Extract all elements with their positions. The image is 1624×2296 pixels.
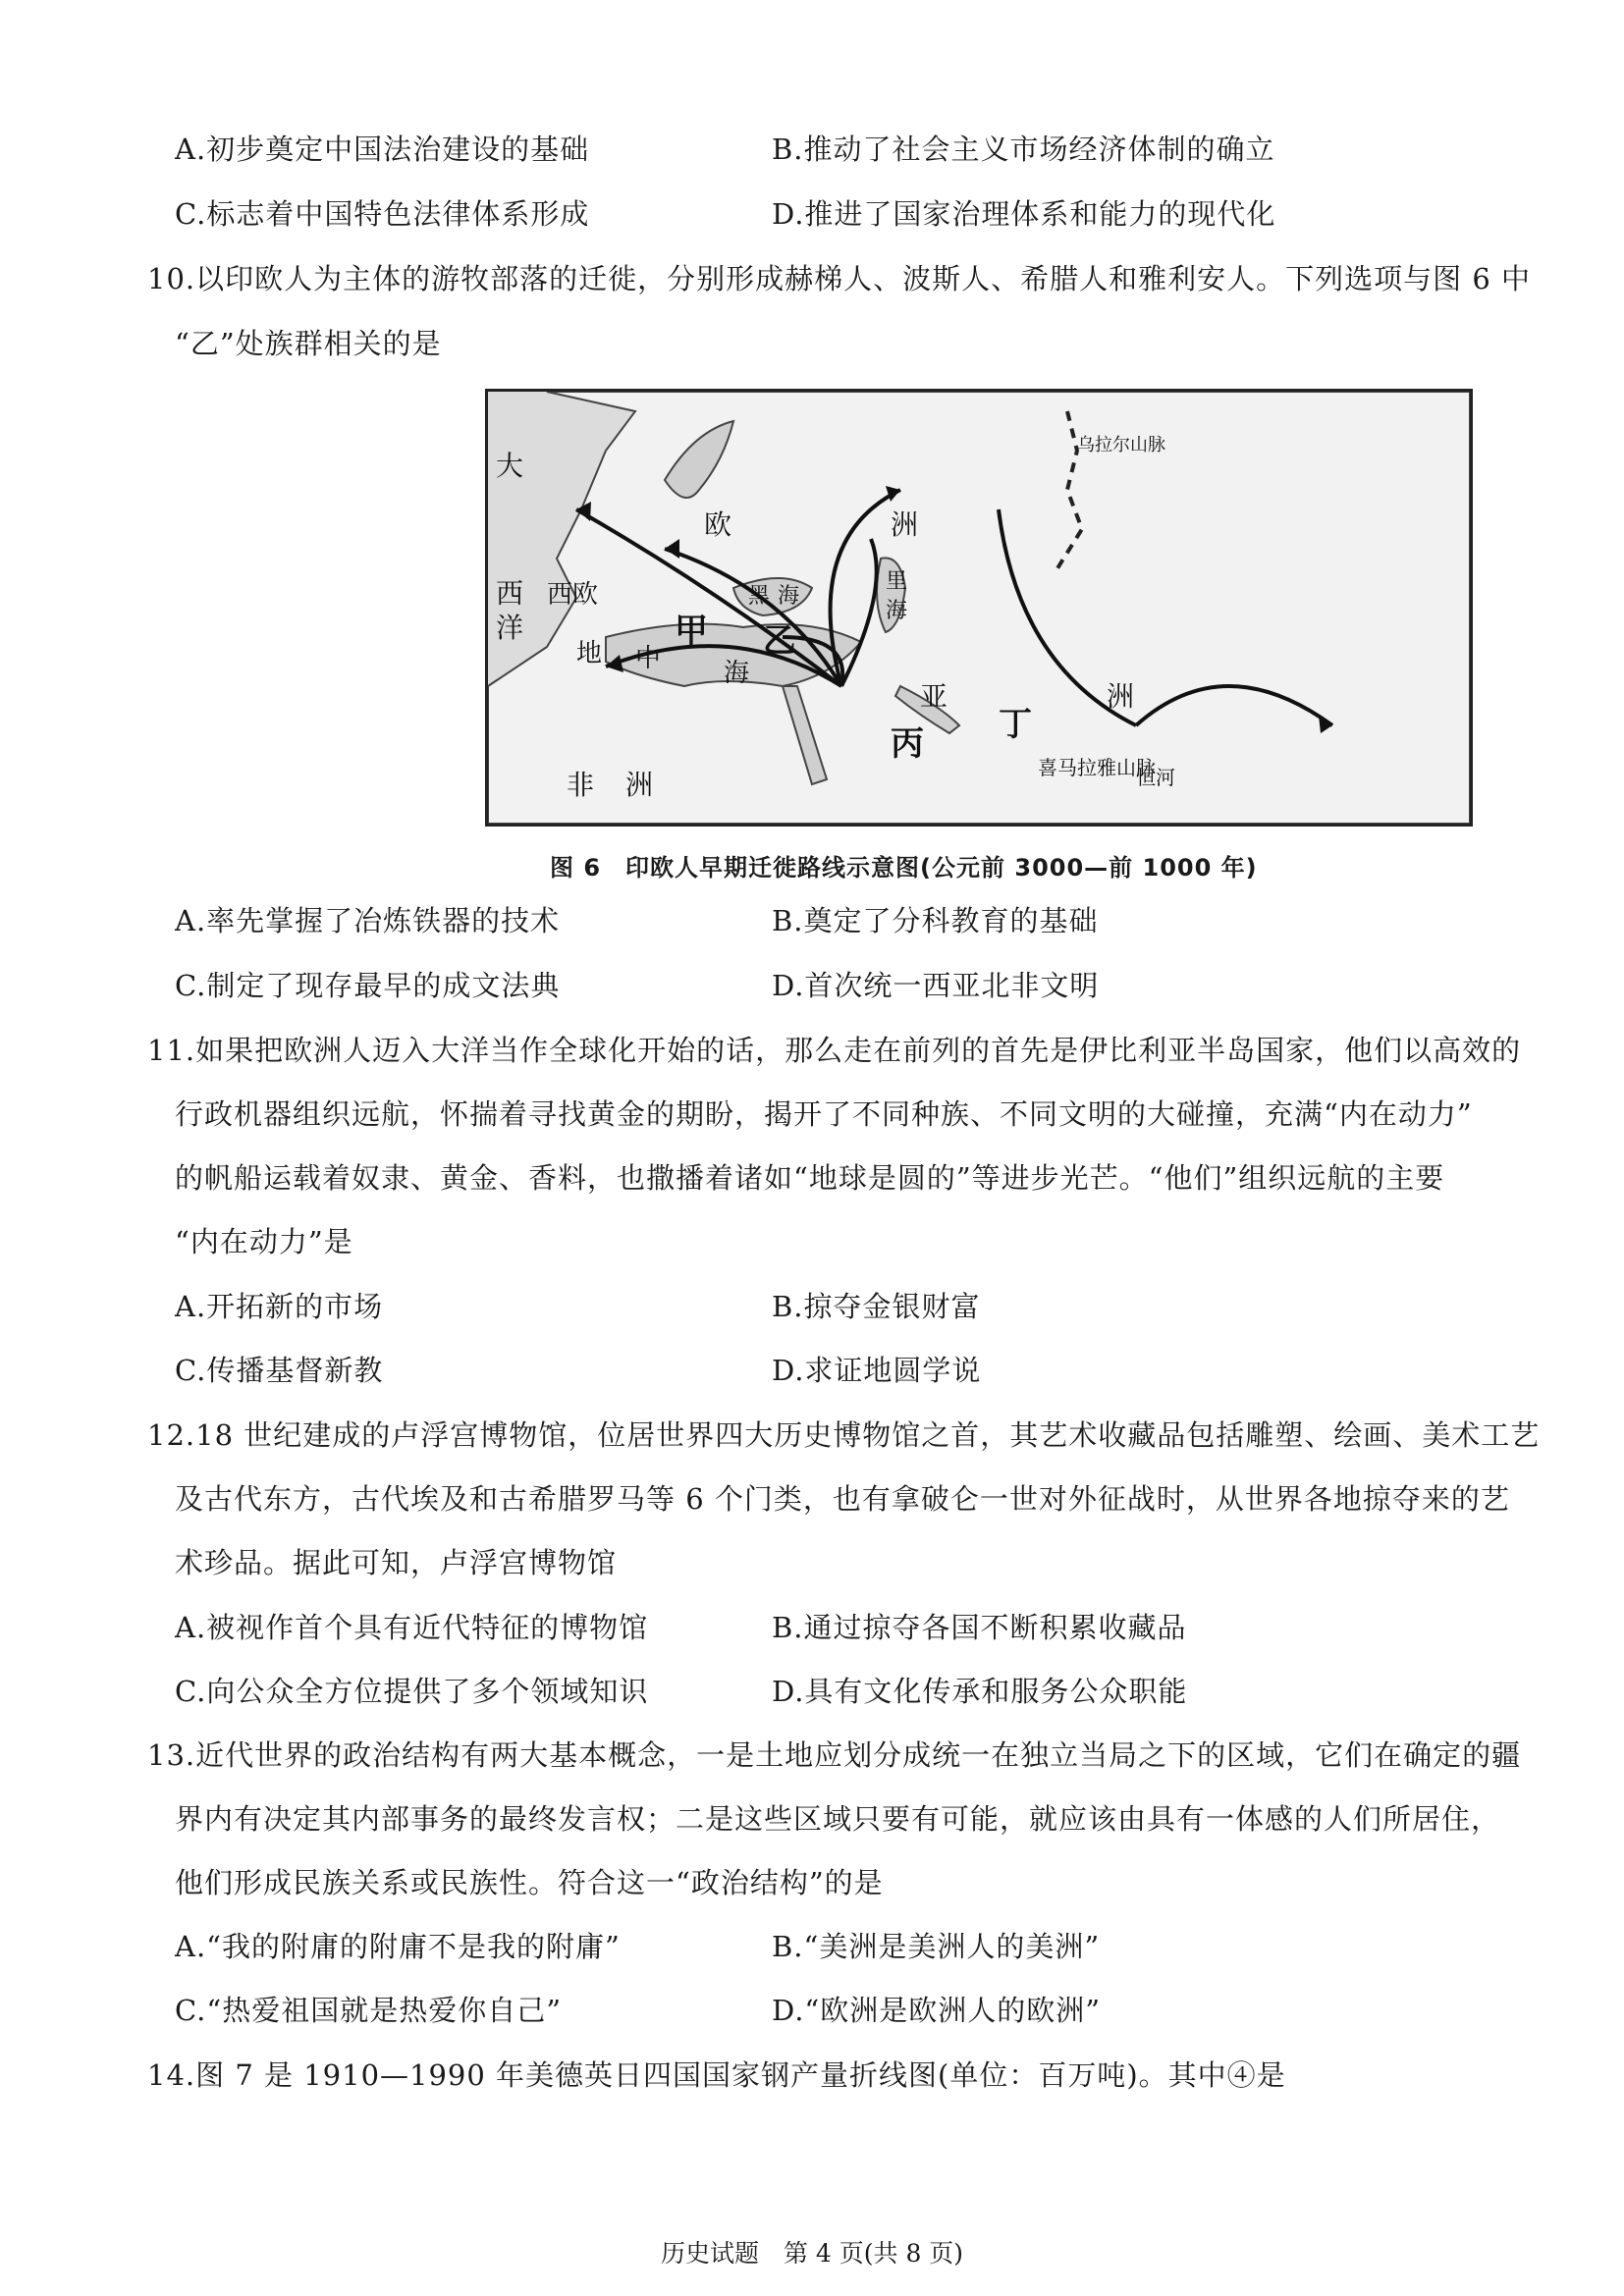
q9-option-d: D.推进了国家治理体系和能力的现代化 <box>772 197 1276 231</box>
migration-map-svg <box>488 392 1470 824</box>
q13-stem-line-3: 他们形成民族关系或民族性。符合这一“政治结构”的是 <box>175 1866 884 1899</box>
map-label: 海 <box>724 659 750 688</box>
q12-stem-line-2: 及古代东方，古代埃及和古希腊罗马等 6 个门类，也有拿破仑一世对外征战时，从世界各地掠夺来的艺 <box>175 1482 1510 1516</box>
q11-stem-line-2: 行政机器组织远航，怀揣着寻找黄金的期盼，揭开了不同种族、不同文明的大碰撞，充满“内在动力” <box>175 1097 1473 1131</box>
q13-option-d: D.“欧洲是欧洲人的欧洲” <box>772 1994 1102 2027</box>
map-caption: 图 6 印欧人早期迁徙路线示意图(公元前 3000—前 1000 年) <box>550 854 1258 881</box>
map-label: 中 <box>635 644 662 673</box>
q11-stem-line-1: 11.如果把欧洲人迈入大洋当作全球化开始的话，那么走在前列的首先是伊比利亚半岛国家，他们以高效的 <box>147 1034 1522 1067</box>
q11-stem-line-4: “内在动力”是 <box>175 1225 353 1258</box>
map-label: 欧 <box>704 508 732 541</box>
q12-stem-line-1: 12.18 世纪建成的卢浮宫博物馆，位居世界四大历史博物馆之首，其艺术收藏品包括雕塑、绘画、美术工艺 <box>147 1418 1541 1452</box>
map-label-jia: 甲 <box>675 612 708 651</box>
map-label: 洲 <box>625 769 654 801</box>
q13-option-a: A.“我的附庸的附庸不是我的附庸” <box>175 1930 621 1963</box>
map-label: 里 <box>886 569 908 594</box>
page-footer: 历史试题 第 4 页(共 8 页) <box>660 2239 964 2268</box>
map-label: 亚 <box>920 680 948 713</box>
map-label-ding: 丁 <box>999 705 1032 744</box>
map-label-yi: 乙 <box>763 621 796 661</box>
q11-option-b: B.掠夺金银财富 <box>772 1290 981 1323</box>
q12-option-b: B.通过掠夺各国不断积累收藏品 <box>772 1611 1187 1644</box>
migration-map <box>485 389 1473 827</box>
map-label: 非 <box>567 769 595 801</box>
land-mass <box>488 392 1470 824</box>
q10-option-c: C.制定了现存最早的成文法典 <box>175 969 561 1002</box>
map-label: 海 <box>886 599 908 623</box>
q9-option-b: B.推动了社会主义市场经济体制的确立 <box>772 133 1275 166</box>
q10-option-b: B.奠定了分科教育的基础 <box>772 904 1099 937</box>
q12-option-a: A.被视作首个具有近代特征的博物馆 <box>175 1611 649 1644</box>
map-label: 大 <box>496 450 524 482</box>
q14-stem-line-1: 14.图 7 是 1910—1990 年美德英日四国国家钢产量折线图(单位：百万吨)。其中④是 <box>147 2058 1286 2092</box>
q11-stem-line-3: 的帆船运载着奴隶、黄金、香料，也撒播着诸如“地球是圆的”等进步光芒。“他们”组织远航的主要 <box>175 1161 1445 1195</box>
map-label: 乌拉尔山脉 <box>1077 435 1165 455</box>
q11-option-d: D.求证地圆学说 <box>772 1354 982 1387</box>
q13-option-c: C.“热爱祖国就是热爱你自己” <box>175 1994 563 2027</box>
q11-option-a: A.开拓新的市场 <box>175 1290 384 1323</box>
map-label: 地 <box>576 639 603 668</box>
map-label-bing: 丙 <box>891 724 924 764</box>
q10-option-d: D.首次统一西亚北非文明 <box>772 969 1100 1002</box>
map-label: 喜马拉雅山脉 <box>1038 756 1156 779</box>
map-label: 西 <box>496 577 524 610</box>
q12-option-d: D.具有文化传承和服务公众职能 <box>772 1675 1188 1708</box>
q12-stem-line-3: 术珍品。据此可知，卢浮宫博物馆 <box>175 1546 618 1579</box>
map-label: 洲 <box>1107 680 1135 713</box>
map-label: 洋 <box>496 612 524 644</box>
q10-stem-line-1: 10.以印欧人为主体的游牧部落的迁徙，分别形成赫梯人、波斯人、希腊人和雅利安人。下列选项与图 6 中 <box>147 262 1532 295</box>
q10-stem-line-2: “乙”处族群相关的是 <box>175 327 442 360</box>
map-label: 黑 <box>748 584 771 609</box>
map-label: 恒河 <box>1136 766 1175 789</box>
q13-option-b: B.“美洲是美洲人的美洲” <box>772 1930 1101 1963</box>
q10-option-a: A.率先掌握了冶炼铁器的技术 <box>175 904 561 937</box>
q13-stem-line-1: 13.近代世界的政治结构有两大基本概念，一是土地应划分成统一在独立当局之下的区域，它们在确定的疆 <box>147 1738 1522 1772</box>
q12-option-c: C.向公众全方位提供了多个领域知识 <box>175 1675 649 1708</box>
q13-stem-line-2: 界内有决定其内部事务的最终发言权；二是这些区域只要有可能，就应该由具有一体感的人们所居住， <box>175 1802 1501 1836</box>
q9-option-a: A.初步奠定中国法治建设的基础 <box>175 133 590 166</box>
map-label: 海 <box>778 584 800 609</box>
q11-option-c: C.传播基督新教 <box>175 1354 384 1387</box>
map-label: 洲 <box>891 508 919 541</box>
map-label: 西欧 <box>547 580 599 610</box>
q9-option-c: C.标志着中国特色法律体系形成 <box>175 197 590 231</box>
